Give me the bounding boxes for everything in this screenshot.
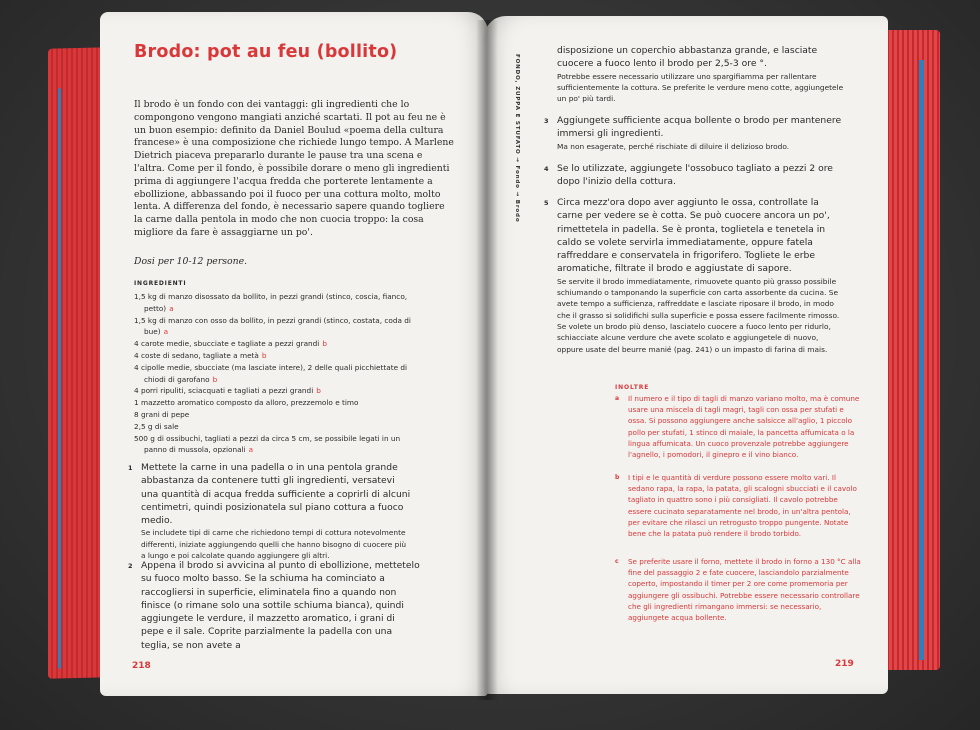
step-2-continuation [544, 44, 844, 104]
note-item [615, 556, 863, 623]
step-note: Se servite il brodo immediatamente, rimuovete quanto più grasso possibile schiumando o tamponando la superficie con carta assorbente da cucina. Se avete tempo a sufficienza, raffreddate e lasciate riposare il brodo, in modo che il grasso si solidifichi sulla superficie e possa essere facilmente rimosso. Se volete un brodo più denso, lasciatelo cuocere a fuoco lento per ridurlo, schiacciate alcune verdure che avete scolato e aggiungetele di nuovo, oppure usate del beurre manié (pag. 241) o un impasto di farina di mais. [557, 276, 840, 354]
step-text: Appena il brodo si avvicina al punto di ebollizione, mettetelo su fuoco molto basso. Se la schiuma ha cominciato a raccogliersi in superficie, eliminatela fino a quando non finisce (o rimane solo una sottile schiuma bianca), quindi aggiungete le verdure, il mazzetto aromatico, i grani di pepe e il sale. Coprite parzialmente la padella con una teglia, se non avete a [141, 560, 420, 651]
step-text: Aggiungete sufficiente acqua bollente o brodo per mantenere immersi gli ingredienti. [557, 115, 842, 140]
step-number: 5 [544, 199, 549, 207]
step-note: Potrebbe essere necessario utilizzare uno spargifiamma per rallentare sufficientemente la cottura. Se preferite le verdure meno cotte, aggiungetele un po' più tardi. [557, 71, 844, 104]
bookmark-ribbon-right [919, 60, 924, 660]
ingredient-item: 1,5 kg di manzo disossato da bollito, in pezzi grandi (stinco, coscia, fianco, petto) a [134, 292, 408, 313]
note-marker: a [615, 395, 620, 402]
notes-heading: INOLTRE [615, 384, 650, 391]
ingredients-heading: INGREDIENTI [134, 280, 187, 287]
ingredient-item: 8 grani di pepe [134, 409, 190, 419]
left-page [100, 12, 488, 696]
step-2 [128, 559, 420, 652]
footnote-marker: a [248, 445, 254, 455]
step-4 [544, 162, 844, 189]
step-text: Mettete la carne in una padella o in una pentola grande abbastanza da contenere tutti gli ingredienti, versatevi una quantità di acqua fredda sufficiente a coprirli di alcuni centimetri, quindi posizionatela sul piano cottura a fuoco medio. [141, 462, 411, 527]
note-text: Il numero e il tipo di tagli di manzo variano molto, ma è comune usare una miscela di tagli magri, tagli con ossa per stufati e ossa. Si possono aggiungere anche salsicce all'aglio, 1 piccolo pollo per stufati, 1 stinco di maiale, la pancetta affumicata o la lingua affumicata. Un cuoco provenzale potrebbe aggiungere l'agnello, i pomodori, il ginepro e il vino bianco. [628, 394, 860, 460]
note-marker: c [615, 558, 619, 565]
ingredient-item: 4 carote medie, sbucciate e tagliate a pezzi grandi b [134, 339, 327, 349]
recipe-title: Brodo: pot au feu (bollito) [134, 42, 398, 62]
step-5 [544, 196, 844, 355]
ingredients-list [134, 291, 419, 456]
footnote-marker: b [322, 339, 327, 349]
book-edge-left [48, 47, 108, 679]
ingredient-item: 4 coste di sedano, tagliate a metà b [134, 350, 267, 360]
ingredient-item: 500 g di ossibuchi, tagliati a pezzi da circa 5 cm, se possibile legati in un panno di mussola, opzionali a [134, 433, 401, 455]
page-number-right: 219 [835, 659, 854, 669]
ingredient-item: 4 cipolle medie, sbucciate (ma lasciate intere), 2 delle quali picchiettate di chiodi di garofano b [134, 362, 408, 384]
footnote-marker: b [261, 350, 267, 360]
step-note: Se includete tipi di carne che richiedono tempi di cottura notevolmente differenti, iniziate aggiungendo quelli che hanno bisogno di cuocere più a lungo e poi calcolate quando aggiungere gli altri. [141, 528, 407, 561]
step-note: Ma non esagerate, perché rischiate di diluire il delizioso brodo. [557, 141, 790, 151]
ingredient-item: 2,5 g di sale [134, 421, 179, 431]
step-text: Circa mezz'ora dopo aver aggiunto le ossa, controllate la carne per vedere se è cotta. Se può cuocere ancora un po', rimettetela in padella. Se è pronta, toglietela e tenetela in caldo se volete servirla immediatamente, oppure fatela raffreddare e conservatela in frigorifero. Togliete le erbe aromatiche, filtrate il brodo e aggiustate di sapore. [557, 197, 830, 275]
footnote-marker: b [316, 386, 321, 396]
recipe-intro: Il brodo è un fondo con dei vantaggi: gli ingredienti che lo compongono vengono mangiati anziché scartati. Il pot au feu ne è un buon esempio: definito da Daniel Boulud «poema della cultura francese» è una composizione che richiede lungo tempo. A Marlene Dietrich piaceva prepararlo durante le pause tra una scena e l'altra. Come per il fondo, è possibile dorare o meno gli ingredienti prima di aggiungere l'acqua fredda che porterete lentamente a ebollizione, abbassando poi il fuoco per una cottura molto, molto lenta. A differenza del fondo, è necessario sapere quando togliere la carne dalla pentola in modo che non cuocia troppo: la cosa migliore da fare è assaggiarne un po'. [134, 99, 454, 238]
note-marker: b [615, 474, 620, 481]
ingredient-item: 4 porri ripuliti, sciacquati e tagliati a pezzi grandi b [134, 386, 321, 396]
ingredient-item: 1,5 kg di manzo con osso da bollito, in pezzi grandi (stinco, costata, coda di bue) a [134, 315, 411, 337]
footnote-marker: a [169, 303, 174, 313]
section-breadcrumb: FONDO, ZUPPA E STUFATO → Fondo → Brodo [514, 54, 520, 223]
step-text: Se lo utilizzate, aggiungete l'ossobuco tagliato a pezzi 2 ore dopo l'inizio della cottura. [557, 163, 833, 188]
step-number: 4 [544, 165, 549, 173]
step-number: 3 [544, 117, 549, 125]
ingredient-item: 1 mazzetto aromatico composto da alloro, prezzemolo e timo [134, 398, 359, 408]
right-page [484, 16, 888, 694]
bookmark-ribbon-left [58, 88, 61, 668]
step-3 [544, 114, 844, 152]
book-spine-shadow [476, 20, 498, 700]
note-item [615, 472, 863, 539]
step-number: 2 [128, 562, 133, 570]
step-text: disposizione un coperchio abbastanza grande, e lasciate cuocere a fuoco lento il brodo per 2,5-3 ore °. [557, 45, 818, 70]
note-text: Se preferite usare il forno, mettete il brodo in forno a 130 °C alla fine del passaggio 2 e fate cuocere, lasciandolo parzialmente coperto, impostando il timer per 2 ore come promemoria per aggiungere gli ossibuchi. Potrebbe essere necessario controllare che gli ingredienti rimangano immersi: se necessario, aggiungete acqua bollente. [628, 557, 861, 623]
step-1 [128, 461, 412, 561]
servings: Dosi per 10-12 persone. [134, 256, 248, 267]
footnote-marker: a [163, 327, 169, 337]
step-number: 1 [128, 464, 133, 472]
note-text: I tipi e le quantità di verdure possono essere molto vari. Il sedano rapa, la rapa, la patata, gli scalogni sbucciati e il cavolo tagliato in quattro sono i più consigliati. Il cavolo potrebbe essere cucinato separatamente nel brodo, in un'altra pentola, per evitare che rilasci un retrogusto troppo pungente. Notate bene che la patata può rendere il brodo torbido. [628, 473, 857, 539]
page-number-left: 218 [132, 661, 151, 671]
note-item [615, 393, 863, 460]
footnote-marker: b [212, 374, 218, 384]
